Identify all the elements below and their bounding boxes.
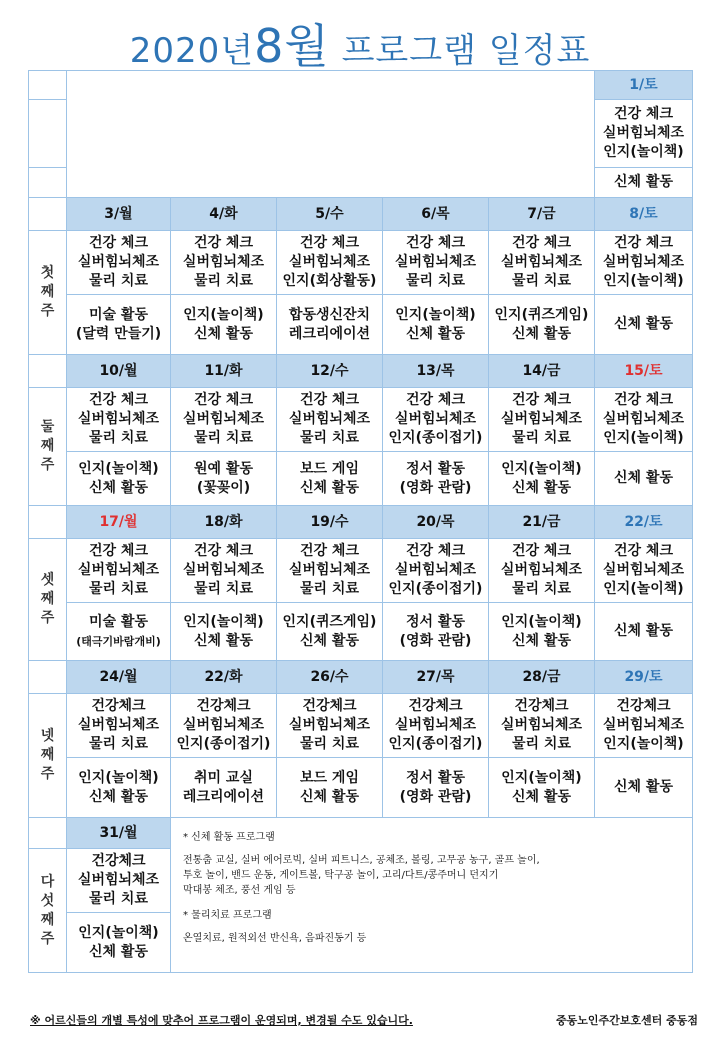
pm-cell: 신체 활동 <box>595 295 693 355</box>
day-header: 12/수 <box>277 355 383 388</box>
day-header: 22/화 <box>171 661 277 694</box>
pm-cell: 미술 활동 (달력 만들기) <box>67 295 171 355</box>
day-header: 10/월 <box>67 355 171 388</box>
day-header: 3/월 <box>67 198 171 231</box>
day-header: 20/목 <box>383 506 489 539</box>
pm-cell: 정서 활동 (영화 관람) <box>383 758 489 818</box>
week-label-spacer <box>29 71 67 100</box>
day-header: 18/화 <box>171 506 277 539</box>
am-cell: 건강 체크 실버힘뇌체조 물리 치료 <box>383 231 489 295</box>
am-cell: 건강 체크 실버힘뇌체조 물리 치료 <box>277 539 383 603</box>
pm-cell: 인지(놀이책) 신체 활동 <box>383 295 489 355</box>
title-rest: 프로그램 일정표 <box>341 31 591 71</box>
am-cell: 건강 체크 실버힘뇌체조 물리 치료 <box>171 231 277 295</box>
am-cell: 건강 체크 실버힘뇌체조 물리 치료 <box>67 539 171 603</box>
pm-cell: 취미 교실 레크리에이션 <box>171 758 277 818</box>
beach-photo <box>67 71 595 198</box>
day-header: 21/금 <box>489 506 595 539</box>
am-cell: 건강체크 실버힘뇌체조 물리 치료 <box>277 694 383 758</box>
day-header: 13/목 <box>383 355 489 388</box>
am-cell: 건강체크 실버힘뇌체조 물리 치료 <box>67 849 171 913</box>
pm-cell: 인지(놀이책) 신체 활동 <box>67 452 171 506</box>
pm-cell: 정서 활동 (영화 관람) <box>383 603 489 661</box>
week-label: 다 섯 째 주 <box>29 849 67 973</box>
am-cell: 건강 체크 실버힘뇌체조 물리 치료 <box>489 231 595 295</box>
day-header: 7/금 <box>489 198 595 231</box>
pm-cell: 인지(놀이책) 신체 활동 <box>489 452 595 506</box>
am-cell: 건강 체크 실버힘뇌체조 인지(놀이책) <box>595 539 693 603</box>
day-header: 17/월 <box>67 506 171 539</box>
am-cell: 건강체크 실버힘뇌체조 인지(종이접기) <box>383 694 489 758</box>
title-year: 2020년 <box>129 31 255 71</box>
am-cell: 건강체크 실버힘뇌체조 물리 치료 <box>67 694 171 758</box>
pm-cell: 신체 활동 <box>595 603 693 661</box>
am-cell: 건강체크 실버힘뇌체조 인지(놀이책) <box>595 694 693 758</box>
pm-cell: 인지(놀이책) 신체 활동 <box>489 758 595 818</box>
day-header: 19/수 <box>277 506 383 539</box>
pm-cell: 신체 활동 <box>595 758 693 818</box>
footer-center-name: 중동노인주간보호센터 중동점 <box>556 1014 698 1027</box>
day-header: 31/월 <box>67 818 171 849</box>
am-cell: 건강 체크 실버힘뇌체조 물리 치료 <box>171 388 277 452</box>
day-header: 4/화 <box>171 198 277 231</box>
week-label: 넷 째 주 <box>29 694 67 818</box>
day-header: 27/목 <box>383 661 489 694</box>
day-header: 22/토 <box>595 506 693 539</box>
am-cell: 건강 체크 실버힘뇌체조 인지(회상활동) <box>277 231 383 295</box>
pm-cell: 신체 활동 <box>595 168 693 198</box>
am-cell: 건강체크 실버힘뇌체조 인지(종이접기) <box>171 694 277 758</box>
pm-cell: 정서 활동 (영화 관람) <box>383 452 489 506</box>
pm-cell: 인지(놀이책) 신체 활동 <box>171 603 277 661</box>
am-cell: 건강 체크 실버힘뇌체조 인지(놀이책) <box>595 100 693 168</box>
pm-cell: 원예 활동 (꽃꽂이) <box>171 452 277 506</box>
week-label: 둘 째 주 <box>29 388 67 506</box>
schedule-table <box>28 70 693 973</box>
am-cell: 건강 체크 실버힘뇌체조 인지(종이접기) <box>383 539 489 603</box>
am-cell: 건강체크 실버힘뇌체조 물리 치료 <box>489 694 595 758</box>
week-label: 첫 째 주 <box>29 231 67 355</box>
notes-heading-physical: * 신체 활동 프로그램 <box>183 832 275 843</box>
page-title <box>0 10 720 76</box>
am-cell: 건강 체크 실버힘뇌체조 물리 치료 <box>67 231 171 295</box>
notes-body-therapy: 온열치료, 원적외선 반신욕, 음파진동기 등 <box>183 933 367 944</box>
title-month: 8월 <box>254 19 330 73</box>
pm-cell: 인지(놀이책) 신체 활동 <box>489 603 595 661</box>
pm-cell: 보드 게임 신체 활동 <box>277 452 383 506</box>
pm-cell: 미술 활동 (태극기바람개비) <box>67 603 171 661</box>
am-cell: 건강 체크 실버힘뇌체조 인지(놀이책) <box>595 231 693 295</box>
day-header: 5/수 <box>277 198 383 231</box>
pm-cell: 보드 게임 신체 활동 <box>277 758 383 818</box>
am-cell: 건강 체크 실버힘뇌체조 물리 치료 <box>489 539 595 603</box>
notes-heading-therapy: * 물리치료 프로그램 <box>183 910 272 921</box>
pm-cell: 신체 활동 <box>595 452 693 506</box>
notes-body-physical: 전통춤 교실, 실버 에어로빅, 실버 피트니스, 공체조, 볼링, 고무공 농구, 골프 놀이, 투호 놀이, 밴드 운동, 게이트볼, 탁구공 놀이, 고리/다트/콩주머니 던지기 막대봉 체조, 풍선 게임 등 <box>183 855 540 896</box>
program-notes <box>171 818 693 973</box>
am-cell: 건강 체크 실버힘뇌체조 인지(종이접기) <box>383 388 489 452</box>
am-cell: 건강 체크 실버힘뇌체조 물리 치료 <box>277 388 383 452</box>
pm-cell: 합동생신잔치 레크리에이션 <box>277 295 383 355</box>
day-header: 14/금 <box>489 355 595 388</box>
am-cell: 건강 체크 실버힘뇌체조 인지(놀이책) <box>595 388 693 452</box>
day-header: 29/토 <box>595 661 693 694</box>
day-header: 28/금 <box>489 661 595 694</box>
day-header: 11/화 <box>171 355 277 388</box>
am-cell: 건강 체크 실버힘뇌체조 물리 치료 <box>67 388 171 452</box>
pm-cell: 인지(놀이책) 신체 활동 <box>171 295 277 355</box>
day-header: 26/수 <box>277 661 383 694</box>
footer-notice: ※ 어르신들의 개별 특성에 맞추어 프로그램이 운영되며, 변경될 수도 있습니다. <box>30 1014 413 1027</box>
day-header: 1/토 <box>595 71 693 100</box>
day-header: 8/토 <box>595 198 693 231</box>
am-cell: 건강 체크 실버힘뇌체조 물리 치료 <box>171 539 277 603</box>
pm-cell: 인지(놀이책) 신체 활동 <box>67 913 171 973</box>
pm-cell: 인지(놀이책) 신체 활동 <box>67 758 171 818</box>
day-header: 24/월 <box>67 661 171 694</box>
week-label: 셋 째 주 <box>29 539 67 661</box>
am-cell: 건강 체크 실버힘뇌체조 물리 치료 <box>489 388 595 452</box>
pm-cell: 인지(퀴즈게임) 신체 활동 <box>277 603 383 661</box>
day-header: 6/목 <box>383 198 489 231</box>
pm-cell: 인지(퀴즈게임) 신체 활동 <box>489 295 595 355</box>
day-header: 15/토 <box>595 355 693 388</box>
